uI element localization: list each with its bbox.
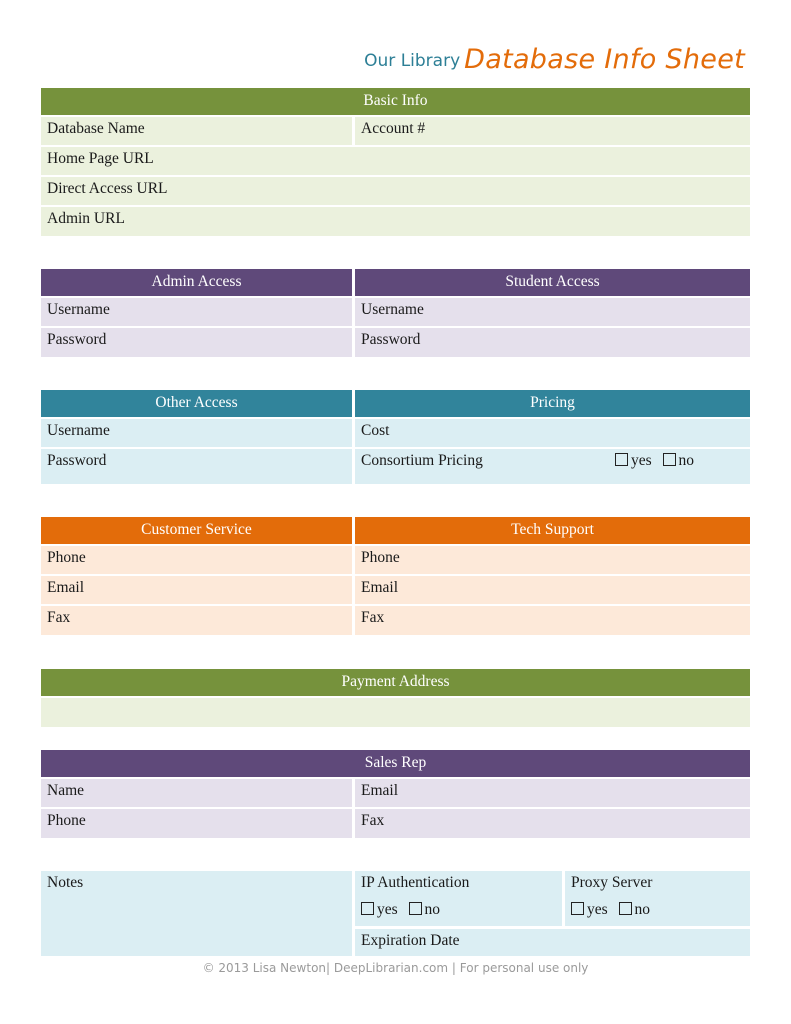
database-name-field[interactable]: Database Name [41,117,352,145]
proxy-yes-option[interactable]: yes [571,898,608,922]
rep-name-field[interactable]: Name [41,779,352,807]
footer-credit: © 2013 Lisa Newton| DeepLibrarian.com | For personal use only [202,961,589,975]
ts-phone-field[interactable]: Phone [355,546,750,574]
admin-access-header: Admin Access [41,269,352,296]
consortium-pricing-row [355,449,750,484]
checkbox-icon[interactable] [615,453,628,466]
rep-phone-field[interactable]: Phone [41,809,352,838]
student-username-field[interactable]: Username [355,298,750,326]
ip-auth-no-option[interactable]: no [409,898,441,922]
page-title [364,44,745,75]
home-page-url-field[interactable]: Home Page URL [41,147,750,175]
other-username-field[interactable]: Username [41,419,352,447]
checkbox-icon[interactable] [571,902,584,915]
consortium-options [615,449,694,473]
consortium-no-option[interactable]: no [663,449,695,473]
proxy-no-option[interactable]: no [619,898,651,922]
ts-email-field[interactable]: Email [355,576,750,604]
expiration-date-field[interactable]: Expiration Date [355,929,750,956]
notes-field[interactable]: Notes [41,871,352,956]
tech-support-header: Tech Support [355,517,750,544]
payment-address-field[interactable] [41,698,750,727]
consortium-yes-option[interactable]: yes [615,449,652,473]
pricing-header: Pricing [355,390,750,417]
checkbox-icon[interactable] [619,902,632,915]
cs-phone-field[interactable]: Phone [41,546,352,574]
account-number-field[interactable]: Account # [355,117,750,145]
title-main: Database Info Sheet [464,44,745,75]
basic-info-header: Basic Info [41,88,750,115]
ts-fax-field[interactable]: Fax [355,606,750,635]
cs-fax-field[interactable]: Fax [41,606,352,635]
payment-address-header: Payment Address [41,669,750,696]
sales-rep-header: Sales Rep [41,750,750,777]
checkbox-icon[interactable] [663,453,676,466]
ip-authentication-options [361,898,562,922]
student-access-header: Student Access [355,269,750,296]
proxy-server-options [571,898,750,922]
admin-url-field[interactable]: Admin URL [41,207,750,236]
checkbox-icon[interactable] [409,902,422,915]
rep-email-field[interactable]: Email [355,779,750,807]
ip-authentication-cell [355,871,562,926]
direct-access-url-field[interactable]: Direct Access URL [41,177,750,205]
other-password-field[interactable]: Password [41,449,352,484]
cost-field[interactable]: Cost [355,419,750,447]
rep-fax-field[interactable]: Fax [355,809,750,838]
admin-password-field[interactable]: Password [41,328,352,357]
proxy-server-label: Proxy Server [571,874,653,891]
student-password-field[interactable]: Password [355,328,750,357]
proxy-server-cell [565,871,750,926]
customer-service-header: Customer Service [41,517,352,544]
other-access-header: Other Access [41,390,352,417]
consortium-pricing-label: Consortium Pricing [361,452,483,469]
admin-username-field[interactable]: Username [41,298,352,326]
ip-authentication-label: IP Authentication [361,874,470,891]
ip-auth-yes-option[interactable]: yes [361,898,398,922]
checkbox-icon[interactable] [361,902,374,915]
title-prefix: Our Library [364,51,461,71]
cs-email-field[interactable]: Email [41,576,352,604]
